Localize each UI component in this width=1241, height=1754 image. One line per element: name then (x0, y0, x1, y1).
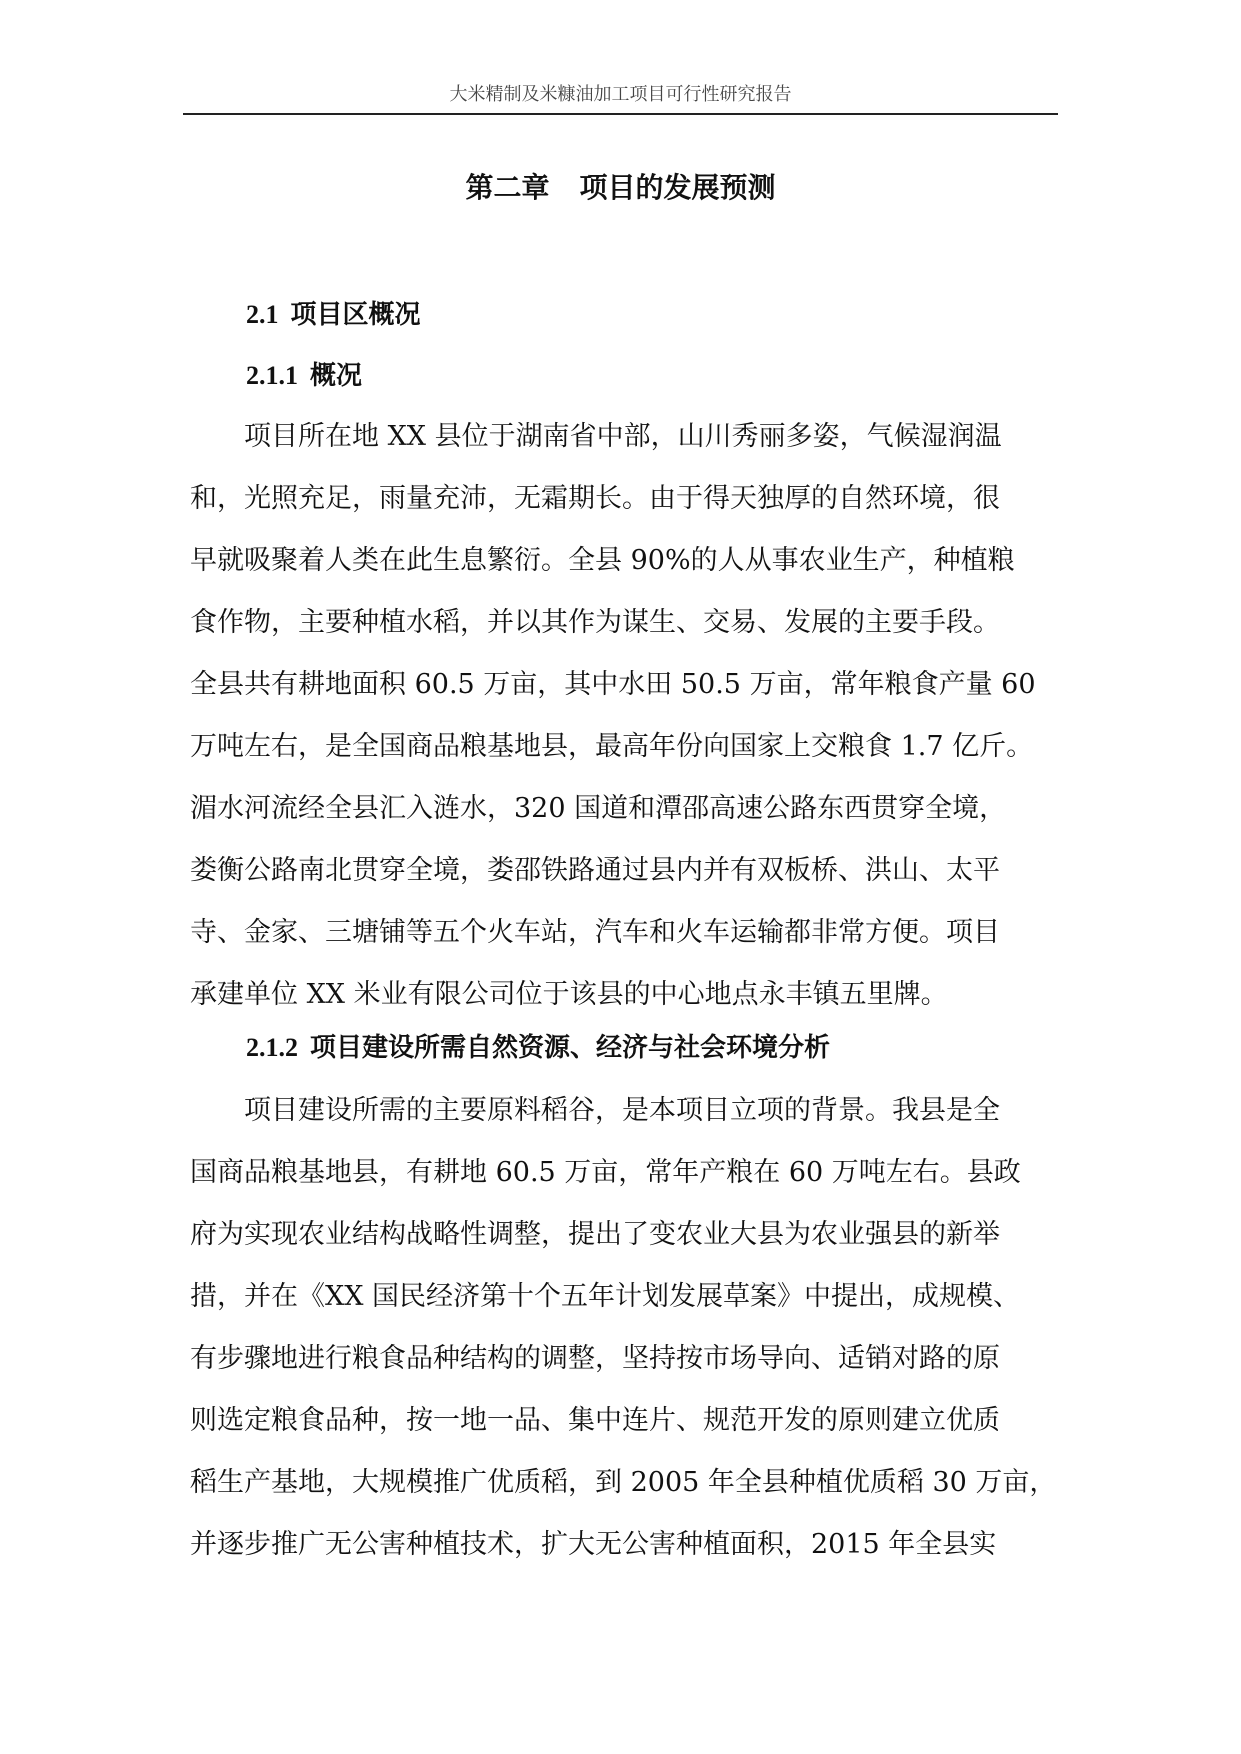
header-rule (183, 113, 1058, 115)
running-header: 大米精制及米糠油加工项目可行性研究报告 (449, 84, 792, 105)
text-line: 有步骤地进行粮食品种结构的调整，坚持按市场导向、适销对路的原 (190, 1343, 1000, 1374)
text-line: 湄水河流经全县汇入涟水，320 国道和潭邵高速公路东西贯穿全境， (190, 793, 1007, 824)
text-line: 项目所在地 XX 县位于湖南省中部，山川秀丽多姿，气候湿润温 (190, 421, 1002, 452)
text-line: 项目建设所需的主要原料稻谷，是本项目立项的背景。我县是全 (190, 1095, 1000, 1126)
section-number: 2.1.2 (246, 1033, 298, 1062)
text-line: 措，并在《XX 国民经济第十个五年计划发展草案》中提出，成规模、 (190, 1281, 1021, 1312)
text-line: 和，光照充足，雨量充沛，无霜期长。由于得天独厚的自然环境，很 (190, 483, 1000, 514)
text-line: 国商品粮基地县，有耕地 60.5 万亩，常年产粮在 60 万吨左右。县政 (190, 1157, 1021, 1188)
section-heading-2-1 (246, 297, 421, 333)
text-line: 娄衡公路南北贯穿全境，娄邵铁路通过县内并有双板桥、洪山、太平 (190, 855, 1000, 886)
text-line: 早就吸聚着人类在此生息繁衍。全县 90%的人从事农业生产，种植粮 (190, 545, 1015, 576)
section-title: 概况 (310, 361, 363, 391)
section-title: 项目区概况 (290, 300, 421, 330)
text-line: 府为实现农业结构战略性调整，提出了变农业大县为农业强县的新举 (190, 1219, 1000, 1250)
chapter-name: 项目的发展预测 (579, 171, 776, 204)
text-line: 并逐步推广无公害种植技术，扩大无公害种植面积，2015 年全县实 (190, 1529, 997, 1560)
paragraph-overview (190, 406, 1060, 1026)
text-line: 万吨左右，是全国商品粮基地县，最高年份向国家上交粮食 1.7 亿斤。 (190, 731, 1034, 762)
section-heading-2-1-1 (246, 358, 362, 394)
text-line: 则选定粮食品种，按一地一品、集中连片、规范开发的原则建立优质 (190, 1405, 1000, 1436)
paragraph-resources (190, 1080, 1060, 1576)
section-number: 2.1 (246, 300, 279, 329)
text-line: 寺、金家、三塘铺等五个火车站，汽车和火车运输都非常方便。项目 (190, 917, 1000, 948)
section-number: 2.1.1 (246, 361, 298, 390)
text-line: 全县共有耕地面积 60.5 万亩，其中水田 50.5 万亩，常年粮食产量 60 (190, 669, 1036, 700)
text-line: 稻生产基地，大规模推广优质稻，到 2005 年全县种植优质稻 30 万亩， (190, 1467, 1057, 1498)
chapter-label: 第二章 (465, 171, 550, 204)
section-heading-2-1-2 (246, 1030, 830, 1066)
text-line: 食作物，主要种植水稻，并以其作为谋生、交易、发展的主要手段。 (190, 607, 1000, 638)
chapter-title (183, 170, 1058, 206)
text-line: 承建单位 XX 米业有限公司位于该县的中心地点永丰镇五里牌。 (190, 979, 948, 1010)
section-title: 项目建设所需自然资源、经济与社会环境分析 (310, 1033, 831, 1063)
